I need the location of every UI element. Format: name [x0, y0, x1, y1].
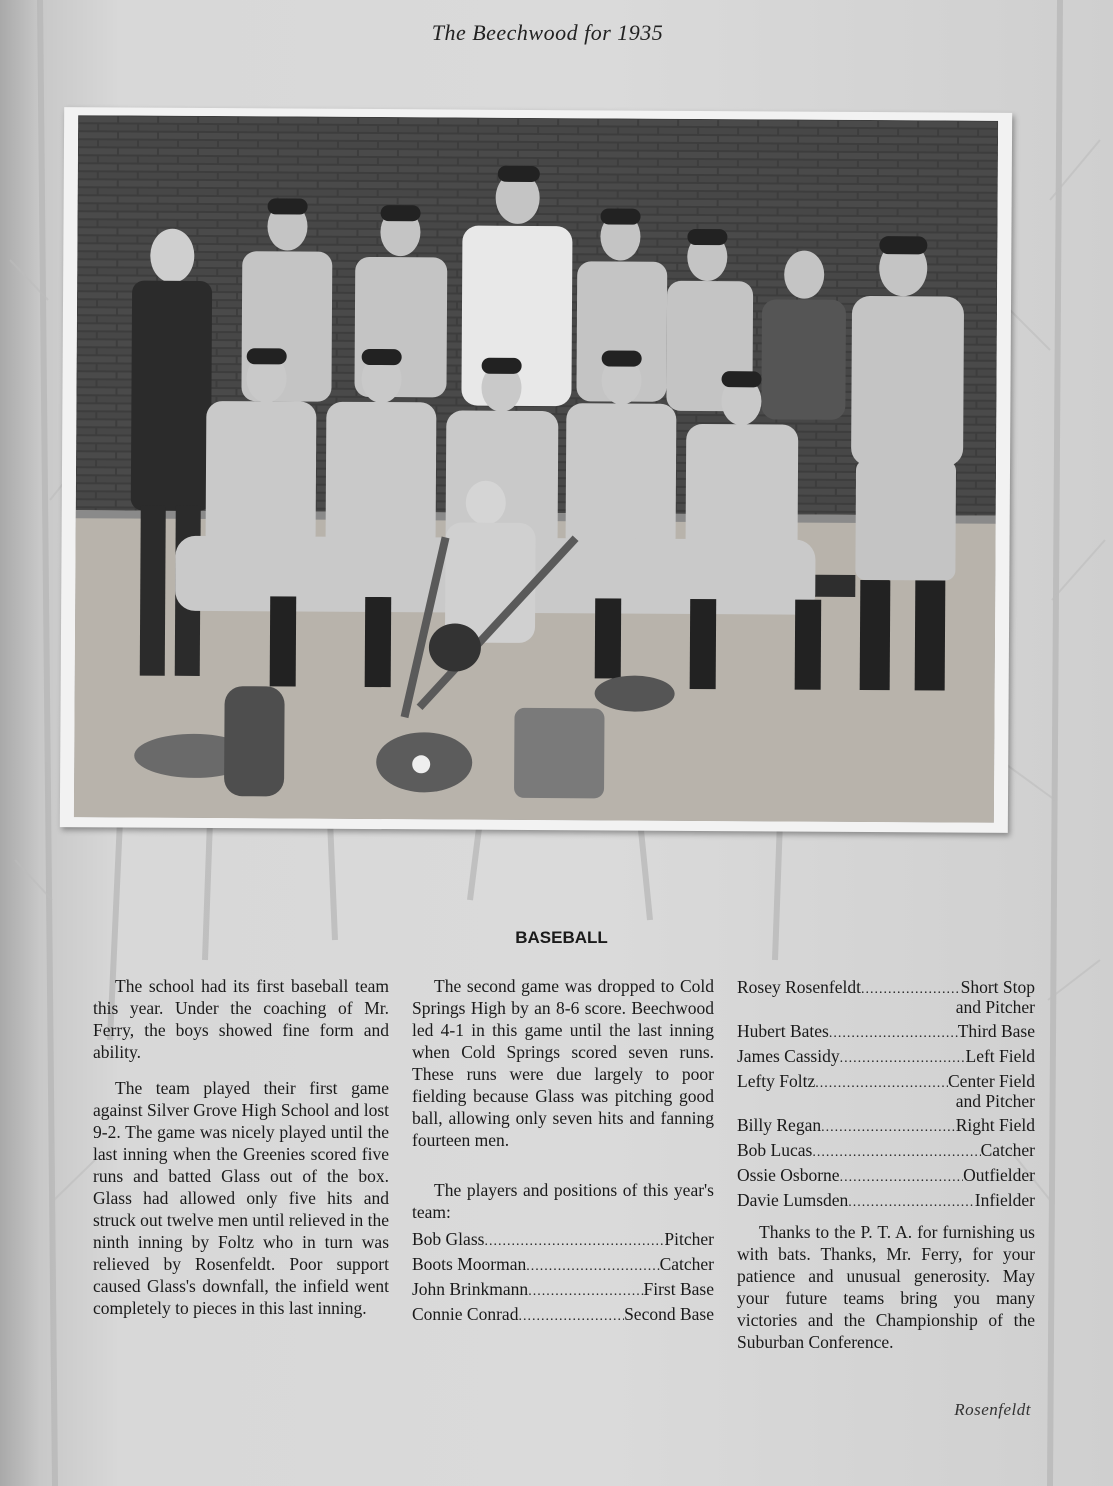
- article-paragraph: The second game was dropped to Cold Springs High by an 8-6 score. Beechwood led 4-1 in this game until the last inning when Cold Springs scored seven runs. These runs were due largely to poor fielding because Glass was pitching good ball, allowing only seven hits and fanning fourteen men.: [412, 976, 714, 1150]
- roster-item: Billy Regan ..... Right Field: [737, 1113, 1035, 1138]
- roster-item: Rosey Rosenfeldt ..... Short Stop: [737, 975, 1035, 1000]
- roster-item: Lefty Foltz ..... Center Field: [737, 1069, 1035, 1094]
- article-paragraph: The players and positions of this year's team:: [412, 1180, 714, 1222]
- article-paragraph: The school had its first baseball team this year. Under the coaching of Mr. Ferry, the boys showed fine form and ability.: [93, 976, 389, 1062]
- roster-item-continuation: and Pitcher: [955, 997, 1035, 1017]
- roster-item-continuation: and Pitcher: [955, 1091, 1035, 1111]
- roster-item: Connie Conrad ..... Second Base: [412, 1302, 714, 1327]
- article-column-3: [737, 975, 1035, 1353]
- roster-item: Bob Glass ..... Pitcher: [412, 1227, 714, 1252]
- page-header: The Beechwood for 1935: [431, 20, 664, 45]
- article-paragraph: The team played their first game against Silver Grove High School and lost 9-2. The game was nicely played until the last inning when the Greenies scored five runs and batted Glass out of the box. Glass had allowed only five hits and struck out twelve men until relieved in the ninth inning by Foltz who in turn was relieved by Rosenfeldt. Poor support caused Glass's downfall, the infield went completely to pieces in this last inning.: [93, 1078, 389, 1318]
- article-column-2: [412, 975, 714, 1327]
- team-photo-image: [74, 115, 998, 823]
- team-photo: [60, 107, 1012, 833]
- roster-list: [737, 975, 1035, 1213]
- roster-item: Boots Moorman ..... Catcher: [412, 1252, 714, 1277]
- roster-item: Hubert Bates ..... Third Base: [737, 1019, 1035, 1044]
- article-title: BASEBALL: [515, 928, 608, 947]
- thanks-paragraph: Thanks to the P. T. A. for furnishing us with bats. Thanks, Mr. Ferry, for your patience and unusual generosity. May your future teams bring you many victories and the Championship of the Suburban Conference.: [737, 1222, 1035, 1352]
- roster-item: James Cassidy ..... Left Field: [737, 1044, 1035, 1069]
- roster-item: Ossie Osborne ..... Outfielder: [737, 1163, 1035, 1188]
- roster-list: [412, 1227, 714, 1327]
- roster-item: John Brinkmann ..... First Base: [412, 1277, 714, 1302]
- roster-item: Davie Lumsden ..... Infielder: [737, 1188, 1035, 1213]
- article-column-1: [93, 975, 389, 1319]
- roster-item: Bob Lucas ..... Catcher: [737, 1138, 1035, 1163]
- author-signature: Rosenfeldt: [954, 1400, 1031, 1419]
